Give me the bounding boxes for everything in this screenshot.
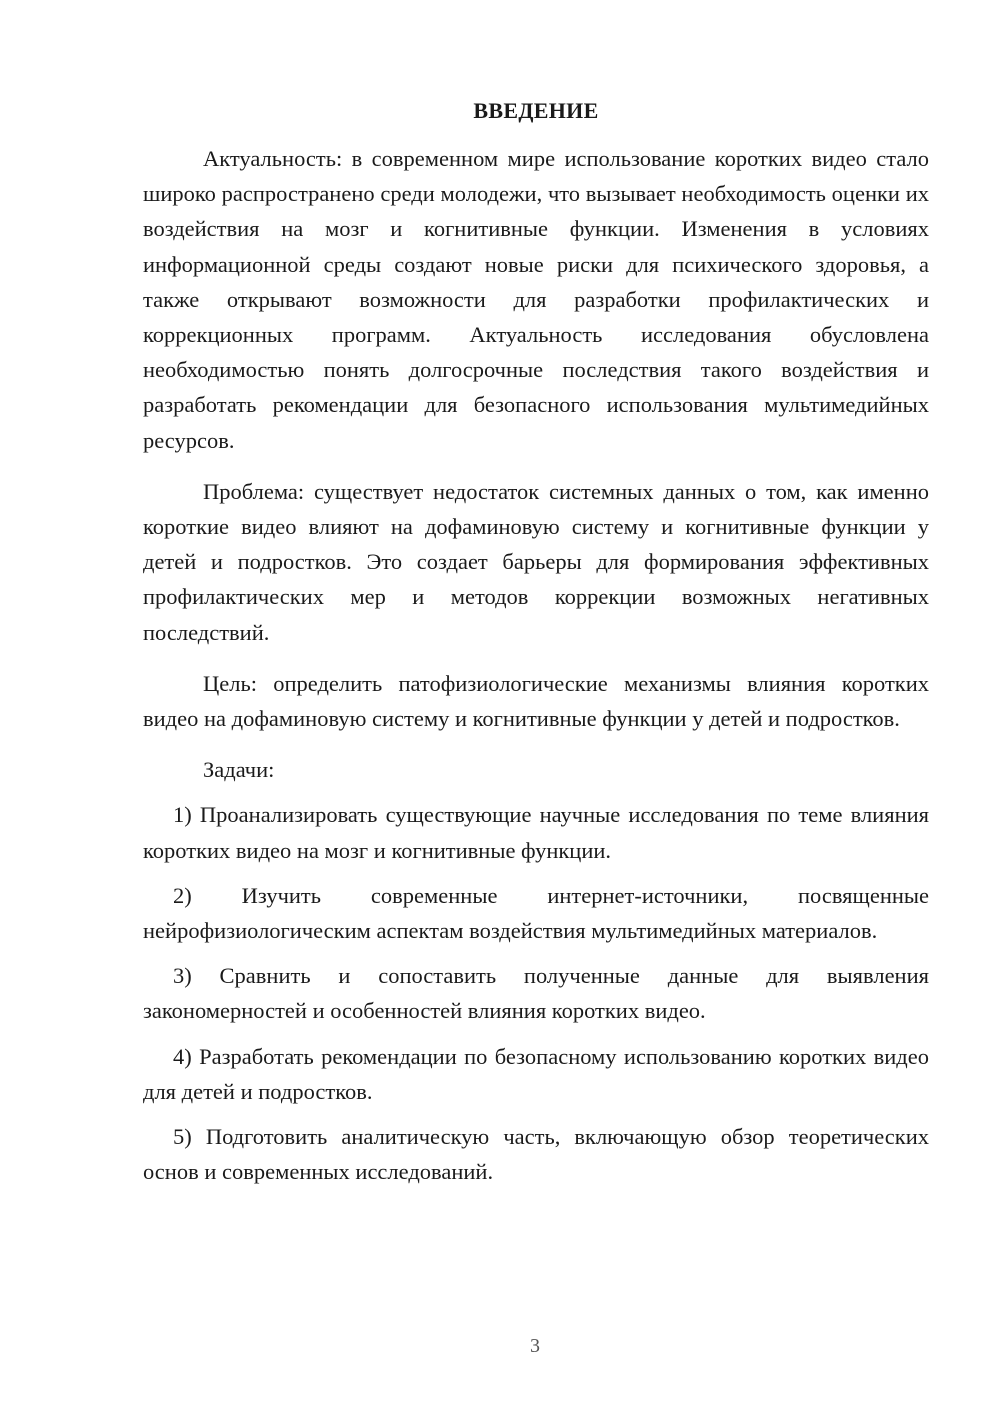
- paragraph-goal: Цель: определить патофизиологические механизмы влияния коротких видео на дофаминовую систему и когнитивные функции у детей и подростков.: [143, 670, 929, 732]
- task-item: 3) Сравнить и сопоставить полученные данные для выявления закономерностей и особенностей влияния коротких видео.: [143, 963, 929, 1024]
- task-item: 5) Подготовить аналитическую часть, включающую обзор теоретических основ и современных исследований.: [143, 1124, 929, 1185]
- paragraph-relevance: Актуальность: в современном мире использование коротких видео стало широко распространено среди молодежи, что вызывает необходимость оценки их воздействия на мозг и когнитивные функции. Изменения в условиях информационной среды создают новые риски для психического здоровья, а также открывают возможности для разработки профилактических и коррекционных программ. Актуальность исследования обусловлена необходимостью понять долгосрочные последствия такого воздействия и разработать рекомендации для безопасного использования мультимедийных ресурсов.: [143, 146, 929, 453]
- task-item: 4) Разработать рекомендации по безопасному использованию коротких видео для детей и подростков.: [143, 1043, 929, 1104]
- task-item: 2) Изучить современные интернет-источники, посвященные нейрофизиологическим аспектам воздействия мультимедийных материалов.: [143, 882, 929, 944]
- tasks-heading: Задачи:: [203, 757, 275, 783]
- paragraph-problem: Проблема: существует недостаток системных данных о том, как именно короткие видео влияют на дофаминовую систему и когнитивные функции у детей и подростков. Это создает барьеры для формирования эффективных профилактических мер и методов коррекции возможных негативных последствий.: [143, 478, 929, 645]
- page-number: 3: [530, 1335, 540, 1357]
- document-body: [143, 141, 929, 1199]
- section-title: ВВЕДЕНИЕ: [473, 98, 599, 123]
- task-item: 1) Проанализировать существующие научные исследования по теме влияния коротких видео на мозг и когнитивные функции.: [143, 802, 929, 863]
